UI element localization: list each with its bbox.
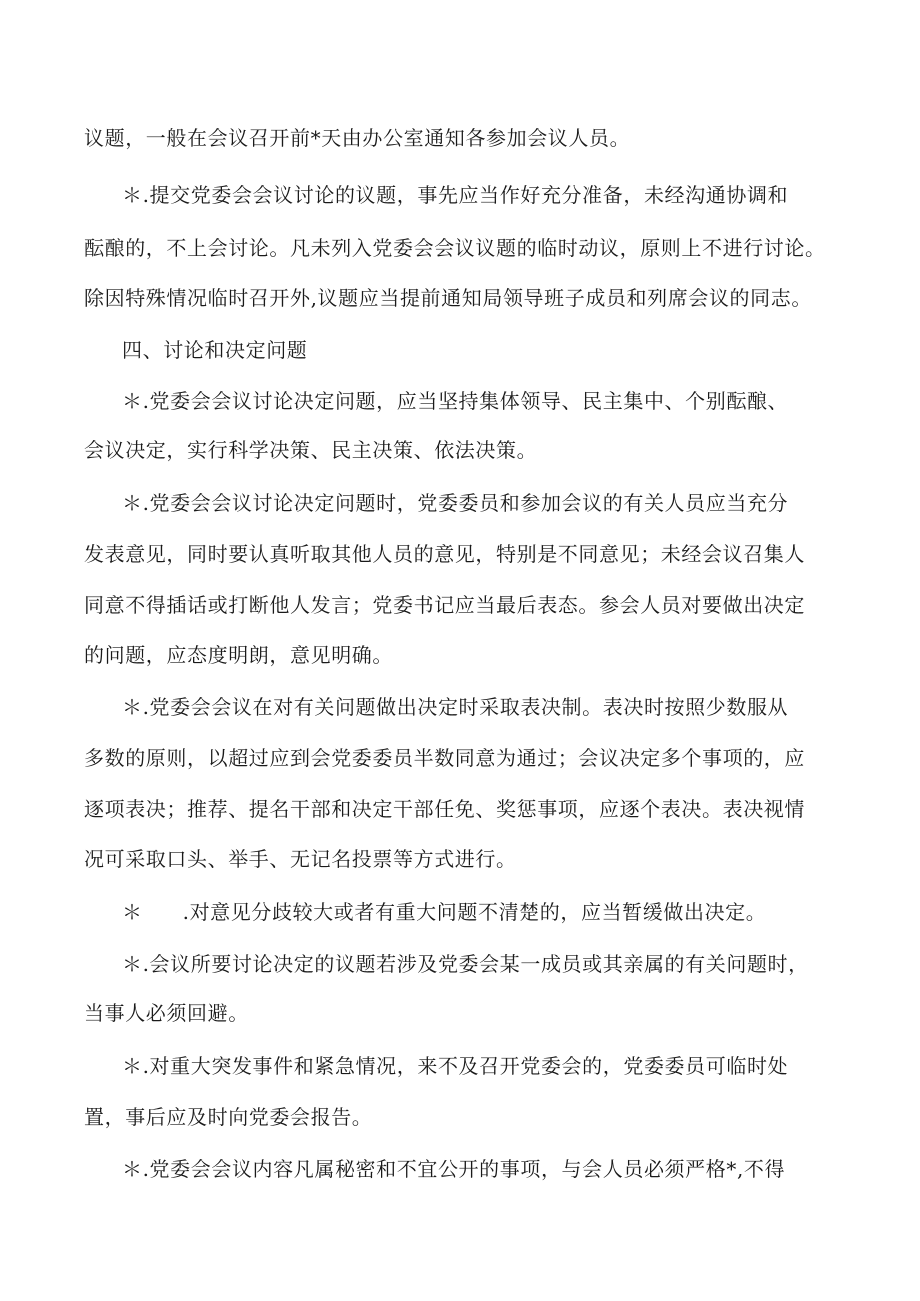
paragraph-line (0, 898, 920, 926)
paragraph-line: 同意不得插话或打断他人发言；党委书记应当最后表态。参会人员对要做出决定 (84, 593, 805, 617)
paragraph-line: ＊.党委会会议讨论决定问题时，党委委员和参加会议的有关人员应当充分 (122, 491, 789, 515)
paragraph-line: 的问题，应态度明朗，意见明确。 (84, 643, 393, 667)
section-heading: 四、讨论和决定问题 (122, 338, 308, 362)
item-marker: ＊ (122, 900, 143, 924)
paragraph-line: 酝酿的，不上会讨论。凡未列入党委会会议议题的临时动议，原则上不进行讨论。 (84, 236, 826, 260)
paragraph-line: ＊.党委会会议在对有关问题做出决定时采取表决制。表决时按照少数服从 (122, 695, 789, 719)
paragraph-line: ＊.会议所要讨论决定的议题若涉及党委会某一成员或其亲属的有关问题时， (122, 952, 809, 976)
paragraph-line: 多数的原则，以超过应到会党委委员半数同意为通过；会议决定多个事项的，应 (84, 746, 805, 770)
paragraph-line: ＊.党委会会议内容凡属秘密和不宜公开的事项，与会人员必须严格*,不得 (122, 1157, 786, 1181)
paragraph-line: 会议决定，实行科学决策、民主决策、依法决策。 (84, 438, 538, 462)
paragraph-line: 当事人必须回避。 (84, 1001, 249, 1025)
item-text: .对意见分歧较大或者有重大问题不清楚的，应当暂缓做出决定。 (182, 900, 767, 924)
paragraph-line: ＊.提交党委会会议讨论的议题，事先应当作好充分准备，未经沟通协调和 (122, 183, 789, 207)
paragraph-line: 况可采取口头、举手、无记名投票等方式进行。 (84, 847, 517, 871)
paragraph-line: 置，事后应及时向党委会报告。 (84, 1105, 373, 1129)
paragraph-line: ＊.党委会会议讨论决定问题，应当坚持集体领导、民主集中、个别酝酿、 (122, 389, 789, 413)
paragraph-line: 发表意见，同时要认真听取其他人员的意见，特别是不同意见；未经会议召集人 (84, 542, 805, 566)
paragraph-line: 除因特殊情况临时召开外,议题应当提前通知局领导班子成员和列席会议的同志。 (84, 286, 812, 310)
paragraph-line: ＊.对重大突发事件和紧急情况，来不及召开党委会的，党委委员可临时处 (122, 1054, 789, 1078)
paragraph-line: 议题，一般在会议召开前*天由办公室通知各参加会议人员。 (84, 126, 631, 150)
paragraph-line: 逐项表决；推荐、提名干部和决定干部任免、奖惩事项，应逐个表决。表决视情 (84, 797, 805, 821)
